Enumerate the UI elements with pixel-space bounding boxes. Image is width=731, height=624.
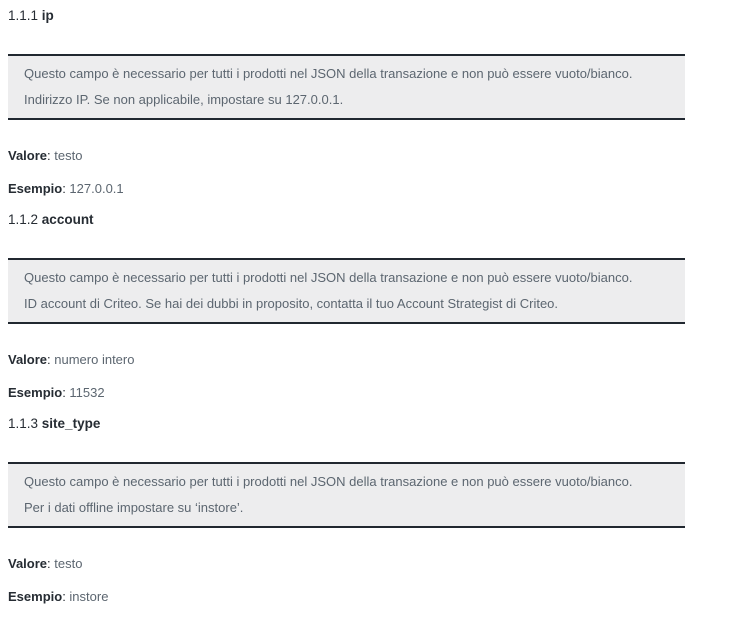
field-name: site_type	[41, 416, 101, 431]
example-row: Esempio: instore	[8, 589, 109, 604]
note-line: ID account di Criteo. Se hai dei dubbi in proposito, contatta il tuo Account Strategist di Criteo.	[24, 296, 559, 311]
note-line: Indirizzo IP. Se non applicabile, impostare su 127.0.0.1.	[24, 92, 344, 107]
value-label: Valore	[8, 148, 48, 163]
example-row: Esempio: 11532	[8, 385, 105, 400]
field-name: ip	[41, 8, 54, 23]
value-text: testo	[54, 556, 83, 571]
section-number: 1.1.1	[8, 8, 39, 23]
field-section-account	[8, 207, 685, 406]
note-line: Questo campo è necessario per tutti i prodotti nel JSON della transazione e non può essere vuoto/bianco.	[24, 66, 633, 81]
example-label: Esempio	[8, 181, 63, 196]
example-row: Esempio: 127.0.0.1	[8, 181, 124, 196]
value-label: Valore	[8, 352, 48, 367]
example-label: Esempio	[8, 385, 63, 400]
note-line: Questo campo è necessario per tutti i prodotti nel JSON della transazione e non può essere vuoto/bianco.	[24, 270, 633, 285]
example-label: Esempio	[8, 589, 63, 604]
document-content	[8, 3, 685, 610]
field-note-box	[8, 54, 685, 120]
field-note-box	[8, 258, 685, 324]
value-label: Valore	[8, 556, 48, 571]
note-line: Questo campo è necessario per tutti i prodotti nel JSON della transazione e non può essere vuoto/bianco.	[24, 474, 633, 489]
field-note-box	[8, 462, 685, 528]
section-heading	[8, 207, 685, 233]
value-text: testo	[54, 148, 83, 163]
example-text: instore	[69, 589, 109, 604]
value-text: numero intero	[54, 352, 135, 367]
example-text: 11532	[69, 385, 105, 400]
field-name: account	[41, 212, 94, 227]
field-section-site-type	[8, 411, 685, 610]
value-row: Valore: numero intero	[8, 352, 135, 367]
section-heading	[8, 411, 685, 437]
section-number: 1.1.3	[8, 416, 39, 431]
section-number: 1.1.2	[8, 212, 39, 227]
value-row: Valore: testo	[8, 556, 83, 571]
section-heading	[8, 3, 685, 29]
value-row: Valore: testo	[8, 148, 83, 163]
note-line: Per i dati offline impostare su ‘instore’.	[24, 500, 244, 515]
example-text: 127.0.0.1	[69, 181, 124, 196]
field-section-ip	[8, 3, 685, 202]
